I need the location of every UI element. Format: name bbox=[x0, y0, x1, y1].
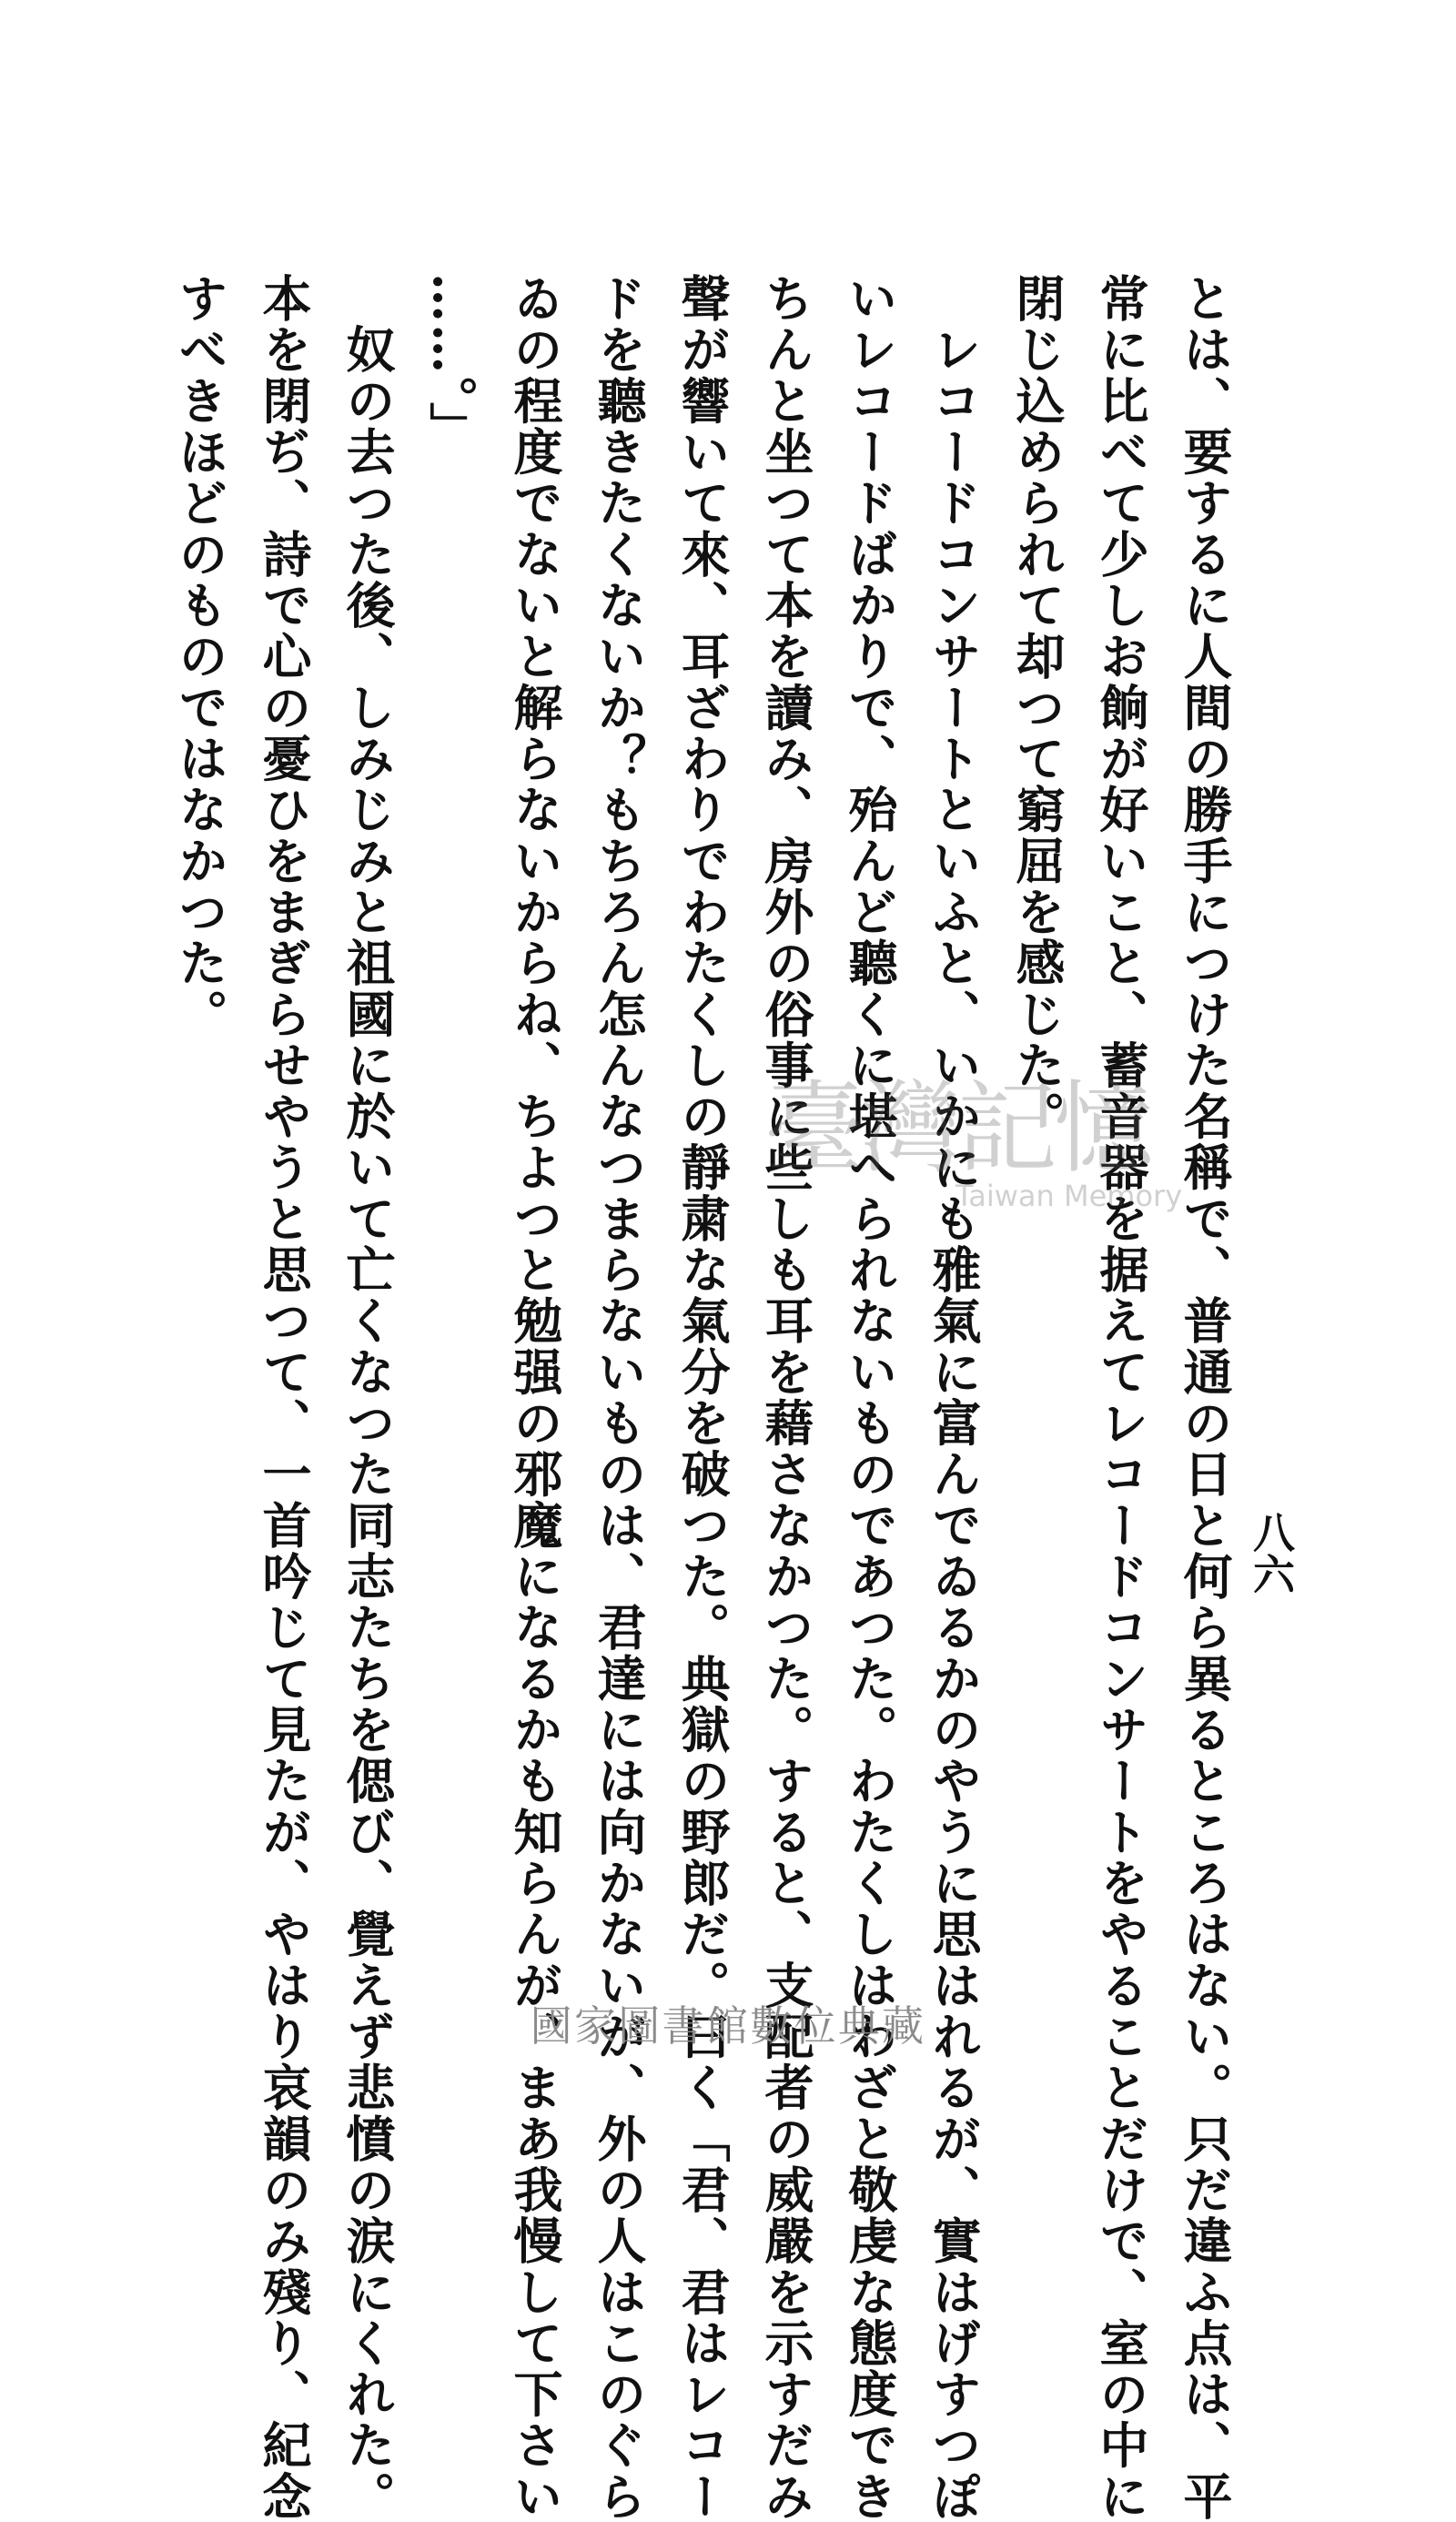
text-column: 閉じ込められて却つて窮屈を感じた。 bbox=[1008, 273, 1067, 1142]
text-column: すべきほどのものではなかつた。 bbox=[171, 273, 229, 1040]
text-column: レコードコンサートといふと、いかにも雅氣に富んでゐるかのやうに思はれるが、實はげすつぽ bbox=[925, 273, 983, 2522]
page-number: 八六 bbox=[1247, 1511, 1296, 1595]
footer-caption: 國家圖書館數位典藏 bbox=[530, 2001, 926, 2051]
text-column: ……。」 bbox=[422, 273, 480, 453]
text-column: ゐの程度でないと解らないからね、ちよつと勉强の邪魔になるかも知らんが、まあ我慢して下さい bbox=[506, 273, 564, 2522]
watermark-english: Taiwan Memory bbox=[956, 1179, 1183, 1213]
text-column: 本を閉ぢ、詩で心の憂ひをまぎらせやうと思つて、一首吟じて見たが、やはり哀韻のみ殘り、紀念 bbox=[255, 273, 313, 2522]
text-column: 奴の去つた後、しみじみと祖國に於いて亡くなつた同志たちを偲び、覺えず悲憤の涙にくれた。 bbox=[339, 273, 397, 2522]
text-column: 聲が響いて來、耳ざわりでわたくしの靜粛な氣分を破つた。典獄の野郎だ。曰く「君、君はレコー bbox=[673, 273, 732, 2522]
text-column: ドを聽きたくないか？もちろん怎んなつまらないものは、君達には向かないが、外の人はこのぐら bbox=[590, 273, 648, 2522]
text-column: ちんと坐つて本を讀み、房外の俗事に些しも耳を藉さなかつた。すると、支配者の威嚴を示すだみ bbox=[757, 273, 815, 2522]
text-column: とは、要するに人間の勝手につけた名稱で、普通の日と何ら異るところはない。只だ違ふ点は、平 bbox=[1176, 273, 1234, 2522]
watermark-chinese: 臺灣記憶 bbox=[764, 1070, 1150, 1187]
text-column: いレコードばかりで、殆んど聽くに堪へられないものであつた。わたくしはわざと敬虔な態度でき bbox=[841, 273, 899, 2522]
taiwan-memory-watermark bbox=[764, 1070, 1192, 1213]
text-column: 常に比べて少しお餉が好いこと、蓄音器を据えてレコードコンサートをやることだけで、室の中に bbox=[1092, 273, 1150, 2522]
